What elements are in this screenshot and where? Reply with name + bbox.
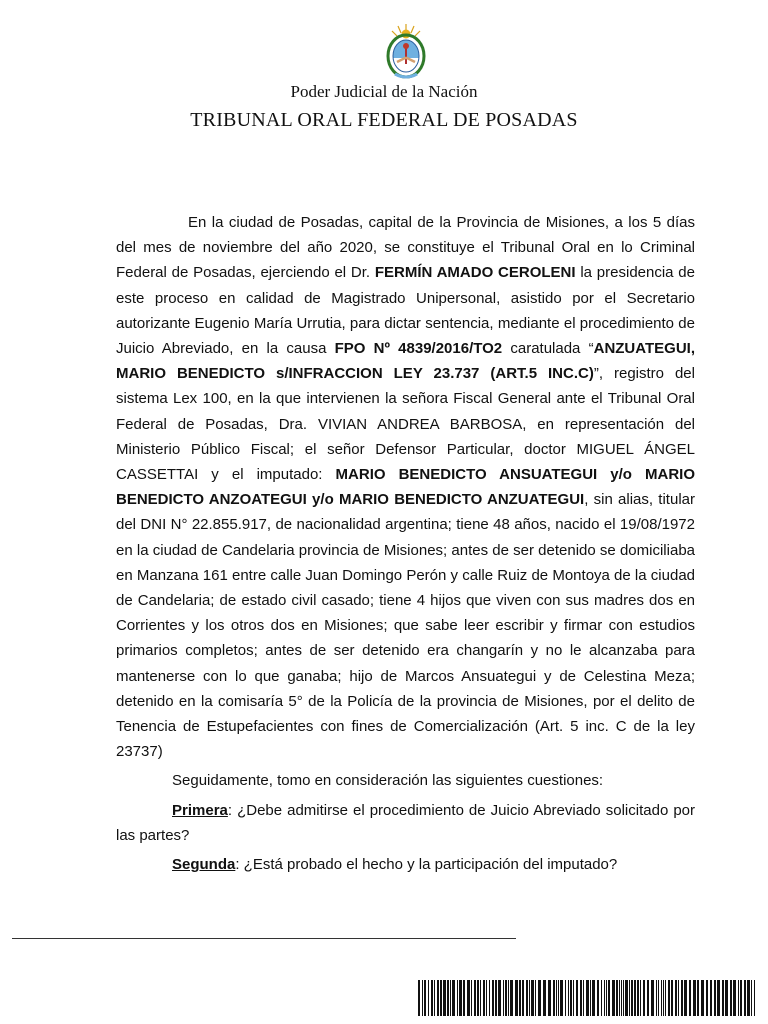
barcode-bar <box>689 980 691 1016</box>
barcode-bar <box>612 980 615 1016</box>
judge-name: FERMÍN AMADO CEROLENI <box>374 264 576 282</box>
barcode-bar <box>717 980 720 1016</box>
barcode-bar <box>740 980 742 1016</box>
barcode-bar <box>754 980 755 1016</box>
barcode-bar <box>733 980 736 1016</box>
document-body <box>116 210 695 877</box>
barcode-bar <box>434 980 435 1016</box>
barcode-bar <box>457 980 458 1016</box>
barcode-bar <box>678 980 679 1016</box>
barcode-bar <box>515 980 518 1016</box>
barcode-bar <box>447 980 449 1016</box>
barcode-bar <box>597 980 599 1016</box>
barcode-bar <box>658 980 659 1016</box>
barcode-bar <box>495 980 497 1016</box>
barcode-bar <box>418 980 420 1016</box>
question-first <box>116 798 695 848</box>
barcode-bar <box>616 980 618 1016</box>
barcode-bar <box>625 980 628 1016</box>
barcode-bar <box>471 980 472 1016</box>
barcode-bar <box>553 980 555 1016</box>
barcode-bar <box>714 980 716 1016</box>
barcode-bar <box>492 980 494 1016</box>
barcode-bar <box>634 980 636 1016</box>
barcode-bar <box>684 980 687 1016</box>
barcode-bar <box>548 980 551 1016</box>
question-second-label: Segunda <box>172 856 236 874</box>
barcode-bar <box>556 980 557 1016</box>
barcode-bar <box>503 980 504 1016</box>
barcode-bar <box>522 980 524 1016</box>
barcode-bar <box>467 980 470 1016</box>
barcode-bar <box>710 980 712 1016</box>
question-first-label: Primera <box>172 801 228 819</box>
barcode-bar <box>422 980 423 1016</box>
case-number: FPO Nº 4839/2016/TO2 <box>334 340 503 358</box>
barcode-bar <box>665 980 666 1016</box>
question-second <box>116 852 695 877</box>
barcode-bar <box>505 980 507 1016</box>
barcode-bar <box>529 980 530 1016</box>
barcode-bar <box>701 980 704 1016</box>
barcode-bar <box>637 980 639 1016</box>
barcode-bar <box>663 980 664 1016</box>
barcode-bar <box>706 980 708 1016</box>
barcode-bar <box>538 980 541 1016</box>
question-first-text: : ¿Debe admitirse el procedimiento de Juicio Abreviado solicitado por las partes? <box>116 801 695 844</box>
barcode-bar <box>463 980 465 1016</box>
barcode-bar <box>629 980 630 1016</box>
barcode-bar <box>440 980 442 1016</box>
barcode-bar <box>744 980 746 1016</box>
intro-text-d: ”, registro del sistema Lex 100, en la que intervienen la señora Fiscal General ante el Tribunal Oral Federal de Posadas, Dra. VIVIAN ANDREA BARBOSA, en representación del Ministerio Público Fiscal; el señor Defensor Particular, doctor MIGUEL ÁNGEL CASSETTAI y el imputado: <box>116 365 695 484</box>
barcode-bar <box>531 980 534 1016</box>
barcode-bar <box>592 980 595 1016</box>
barcode-bar <box>623 980 624 1016</box>
barcode-icon <box>418 980 758 1016</box>
case-title: ANZUATEGUI, MARIO BENEDICTO s/INFRACCION LEY 23.737 (ART.5 INC.C) <box>116 340 695 383</box>
barcode-bar <box>573 980 574 1016</box>
barcode-bar <box>697 980 699 1016</box>
barcode-bar <box>681 980 683 1016</box>
barcode-bar <box>452 980 455 1016</box>
barcode-bar <box>751 980 752 1016</box>
barcode-bar <box>590 980 591 1016</box>
barcode-bar <box>583 980 584 1016</box>
org-line-1: Poder Judicial de la Nación <box>290 82 478 101</box>
barcode-bar <box>568 980 569 1016</box>
barcode-bar <box>459 980 462 1016</box>
barcode-bar <box>651 980 654 1016</box>
barcode-bar <box>437 980 439 1016</box>
intro-text-b: la presidencia de este proceso en calidad de Magistrado Unipersonal, asistido por el Secretario autorizante Eugenio María Urrutia, para dictar sentencia, mediante el procedimiento de Juicio Abreviado, en la causa <box>116 264 695 358</box>
barcode-bar <box>543 980 546 1016</box>
barcode-bar <box>443 980 446 1016</box>
barcode-bar <box>619 980 620 1016</box>
barcode-bar <box>480 980 481 1016</box>
barcode-bar <box>489 980 490 1016</box>
barcode-bar <box>580 980 582 1016</box>
barcode-bar <box>601 980 602 1016</box>
barcode-bar <box>535 980 536 1016</box>
paragraph-intro <box>116 210 695 764</box>
barcode-bar <box>693 980 696 1016</box>
barcode-bar <box>671 980 673 1016</box>
barcode-bar <box>474 980 476 1016</box>
barcode-bar <box>428 980 429 1016</box>
barcode-bar <box>519 980 521 1016</box>
accused-name: MARIO BENEDICTO ANSUATEGUI y/o MARIO BENEDICTO ANZOATEGUI y/o MARIO BENEDICTO ANZUATEGUI <box>116 466 695 509</box>
barcode-bar <box>738 980 739 1016</box>
intro-text-e: , sin alias, titular del DNI N° 22.855.917, de nacionalidad argentina; tiene 48 años, nacido el 19/08/1972 en la ciudad de Candelaria provincia de Misiones; antes de ser detenido se domiciliaba en Manzana 161 entre calle Juan Domingo Perón y calle Ruiz de Montoya de la ciudad de Candelaria; de estado civil casado; tiene 4 hijos que viven con sus madres dos en Corrientes y los otros dos en Misiones; que sabe leer escribir y firmar con estudios primarios completos; antes de ser detenido era changarín y no le alcanzaba para mantenerse con lo que ganaba; hijo de Marcos Ansuategui y de Celestina Meza; detenido en la comisaría 5° de la Policía de la provincia de Misiones, por el delito de Tenencia de Estupefacientes con fines de Comercialización (Art. 5 inc. C de la ley 23737) <box>116 491 695 761</box>
footer-divider <box>12 938 516 939</box>
barcode-bar <box>498 980 501 1016</box>
barcode-bar <box>450 980 451 1016</box>
barcode-bar <box>668 980 670 1016</box>
barcode-bar <box>661 980 662 1016</box>
barcode-bar <box>722 980 724 1016</box>
barcode-bar <box>508 980 509 1016</box>
barcode-bar <box>747 980 750 1016</box>
paragraph-questions-intro: Seguidamente, tomo en consideración las siguientes cuestiones: <box>172 772 604 790</box>
barcode-bar <box>647 980 649 1016</box>
barcode-bar <box>606 980 607 1016</box>
barcode-bar <box>486 980 487 1016</box>
barcode-bar <box>608 980 610 1016</box>
org-line-2: TRIBUNAL ORAL FEDERAL DE POSADAS <box>190 109 578 131</box>
barcode-bar <box>526 980 528 1016</box>
barcode-bar <box>643 980 645 1016</box>
barcode-bar <box>656 980 657 1016</box>
barcode-bar <box>586 980 589 1016</box>
question-second-text: : ¿Está probado el hecho y la participación del imputado? <box>235 856 618 874</box>
barcode-bar <box>604 980 605 1016</box>
barcode-bar <box>477 980 479 1016</box>
barcode-bar <box>631 980 633 1016</box>
barcode-bar <box>725 980 728 1016</box>
argentina-coat-of-arms-icon <box>385 22 427 82</box>
barcode-bar <box>431 980 433 1016</box>
intro-text-c: caratulada “ <box>502 340 594 358</box>
barcode-bar <box>565 980 566 1016</box>
barcode-bar <box>560 980 563 1016</box>
barcode-bar <box>510 980 513 1016</box>
barcode-bar <box>483 980 485 1016</box>
barcode-bar <box>558 980 559 1016</box>
intro-text-a: En la ciudad de Posadas, capital de la Provincia de Misiones, a los 5 días del mes de noviembre del año 2020, se constituye el Tribunal Oral en lo Criminal Federal de Posadas, ejerciendo el Dr. <box>116 214 695 282</box>
barcode-bar <box>640 980 641 1016</box>
barcode-bar <box>576 980 578 1016</box>
barcode-bar <box>570 980 572 1016</box>
barcode-bar <box>424 980 426 1016</box>
barcode-bar <box>730 980 732 1016</box>
barcode-bar <box>621 980 622 1016</box>
barcode-bar <box>675 980 677 1016</box>
